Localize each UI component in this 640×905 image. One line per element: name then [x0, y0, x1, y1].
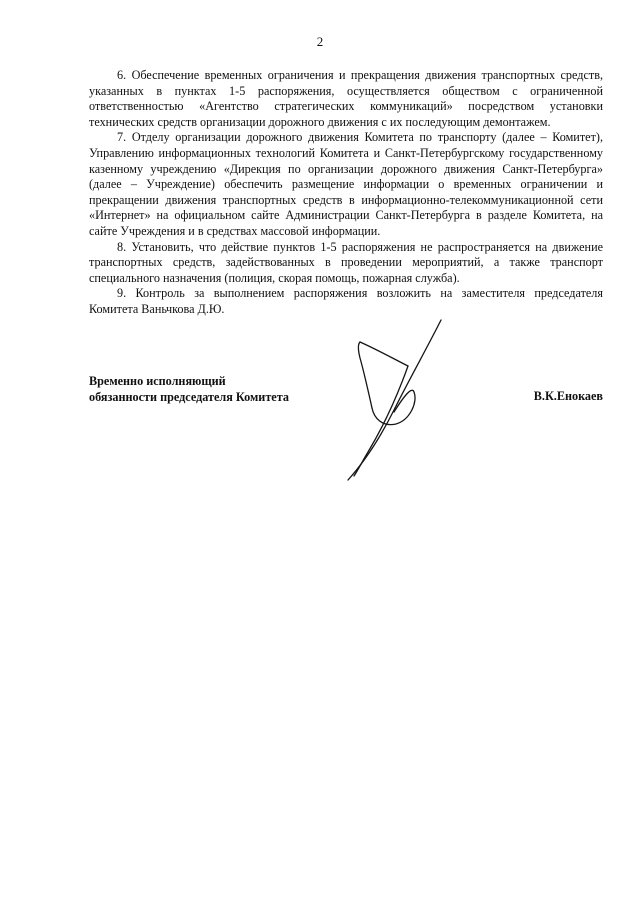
page-number: 2	[316, 34, 324, 49]
handwritten-signature	[328, 318, 448, 482]
paragraph-6: 6. Обеспечение временных ограничения и прекращения движения транспортных средств, указанных в пунктах 1-5 распоряжения, осуществляется обществом с ограниченной ответственностью «Агентство стратегических коммуникаций» посредством установки технических средств организации дорожного движения с их последующим демонтажем.	[89, 68, 603, 129]
signatory-position-line2: обязанности председателя Комитета	[89, 389, 289, 404]
paragraph-8: 8. Установить, что действие пунктов 1-5 распоряжения не распространяется на движение транспортных средств, задействованных в проведении мероприятий, а также транспорт специального назначения (полиция, скорая помощь, пожарная служба).	[89, 239, 603, 285]
signatory-position	[89, 374, 289, 405]
paragraph-7: 7. Отделу организации дорожного движения Комитета по транспорту (далее – Комитет), Управлению информационных технологий Комитета и Санкт-Петербургскому государственному казенному учреждению «Дирекция по организации дорожного движения Санкт-Петербурга» (далее – Учреждение) обеспечить размещение информации о временных ограничении и прекращении движения транспортных средств в информационно-телекоммуникационной сети «Интернет» на официальном сайте Администрации Санкт-Петербурга в разделе Комитета, на сайте Учреждения и в средствах массовой информации.	[89, 130, 603, 238]
paragraph-9: 9. Контроль за выполнением распоряжения возложить на заместителя председателя Комитета Ваньчкова Д.Ю.	[89, 286, 603, 316]
signatory-name: В.К.Енокаев	[533, 389, 603, 403]
document-body	[89, 68, 603, 318]
signatory-position-line1: Временно исполняющий	[89, 374, 226, 388]
